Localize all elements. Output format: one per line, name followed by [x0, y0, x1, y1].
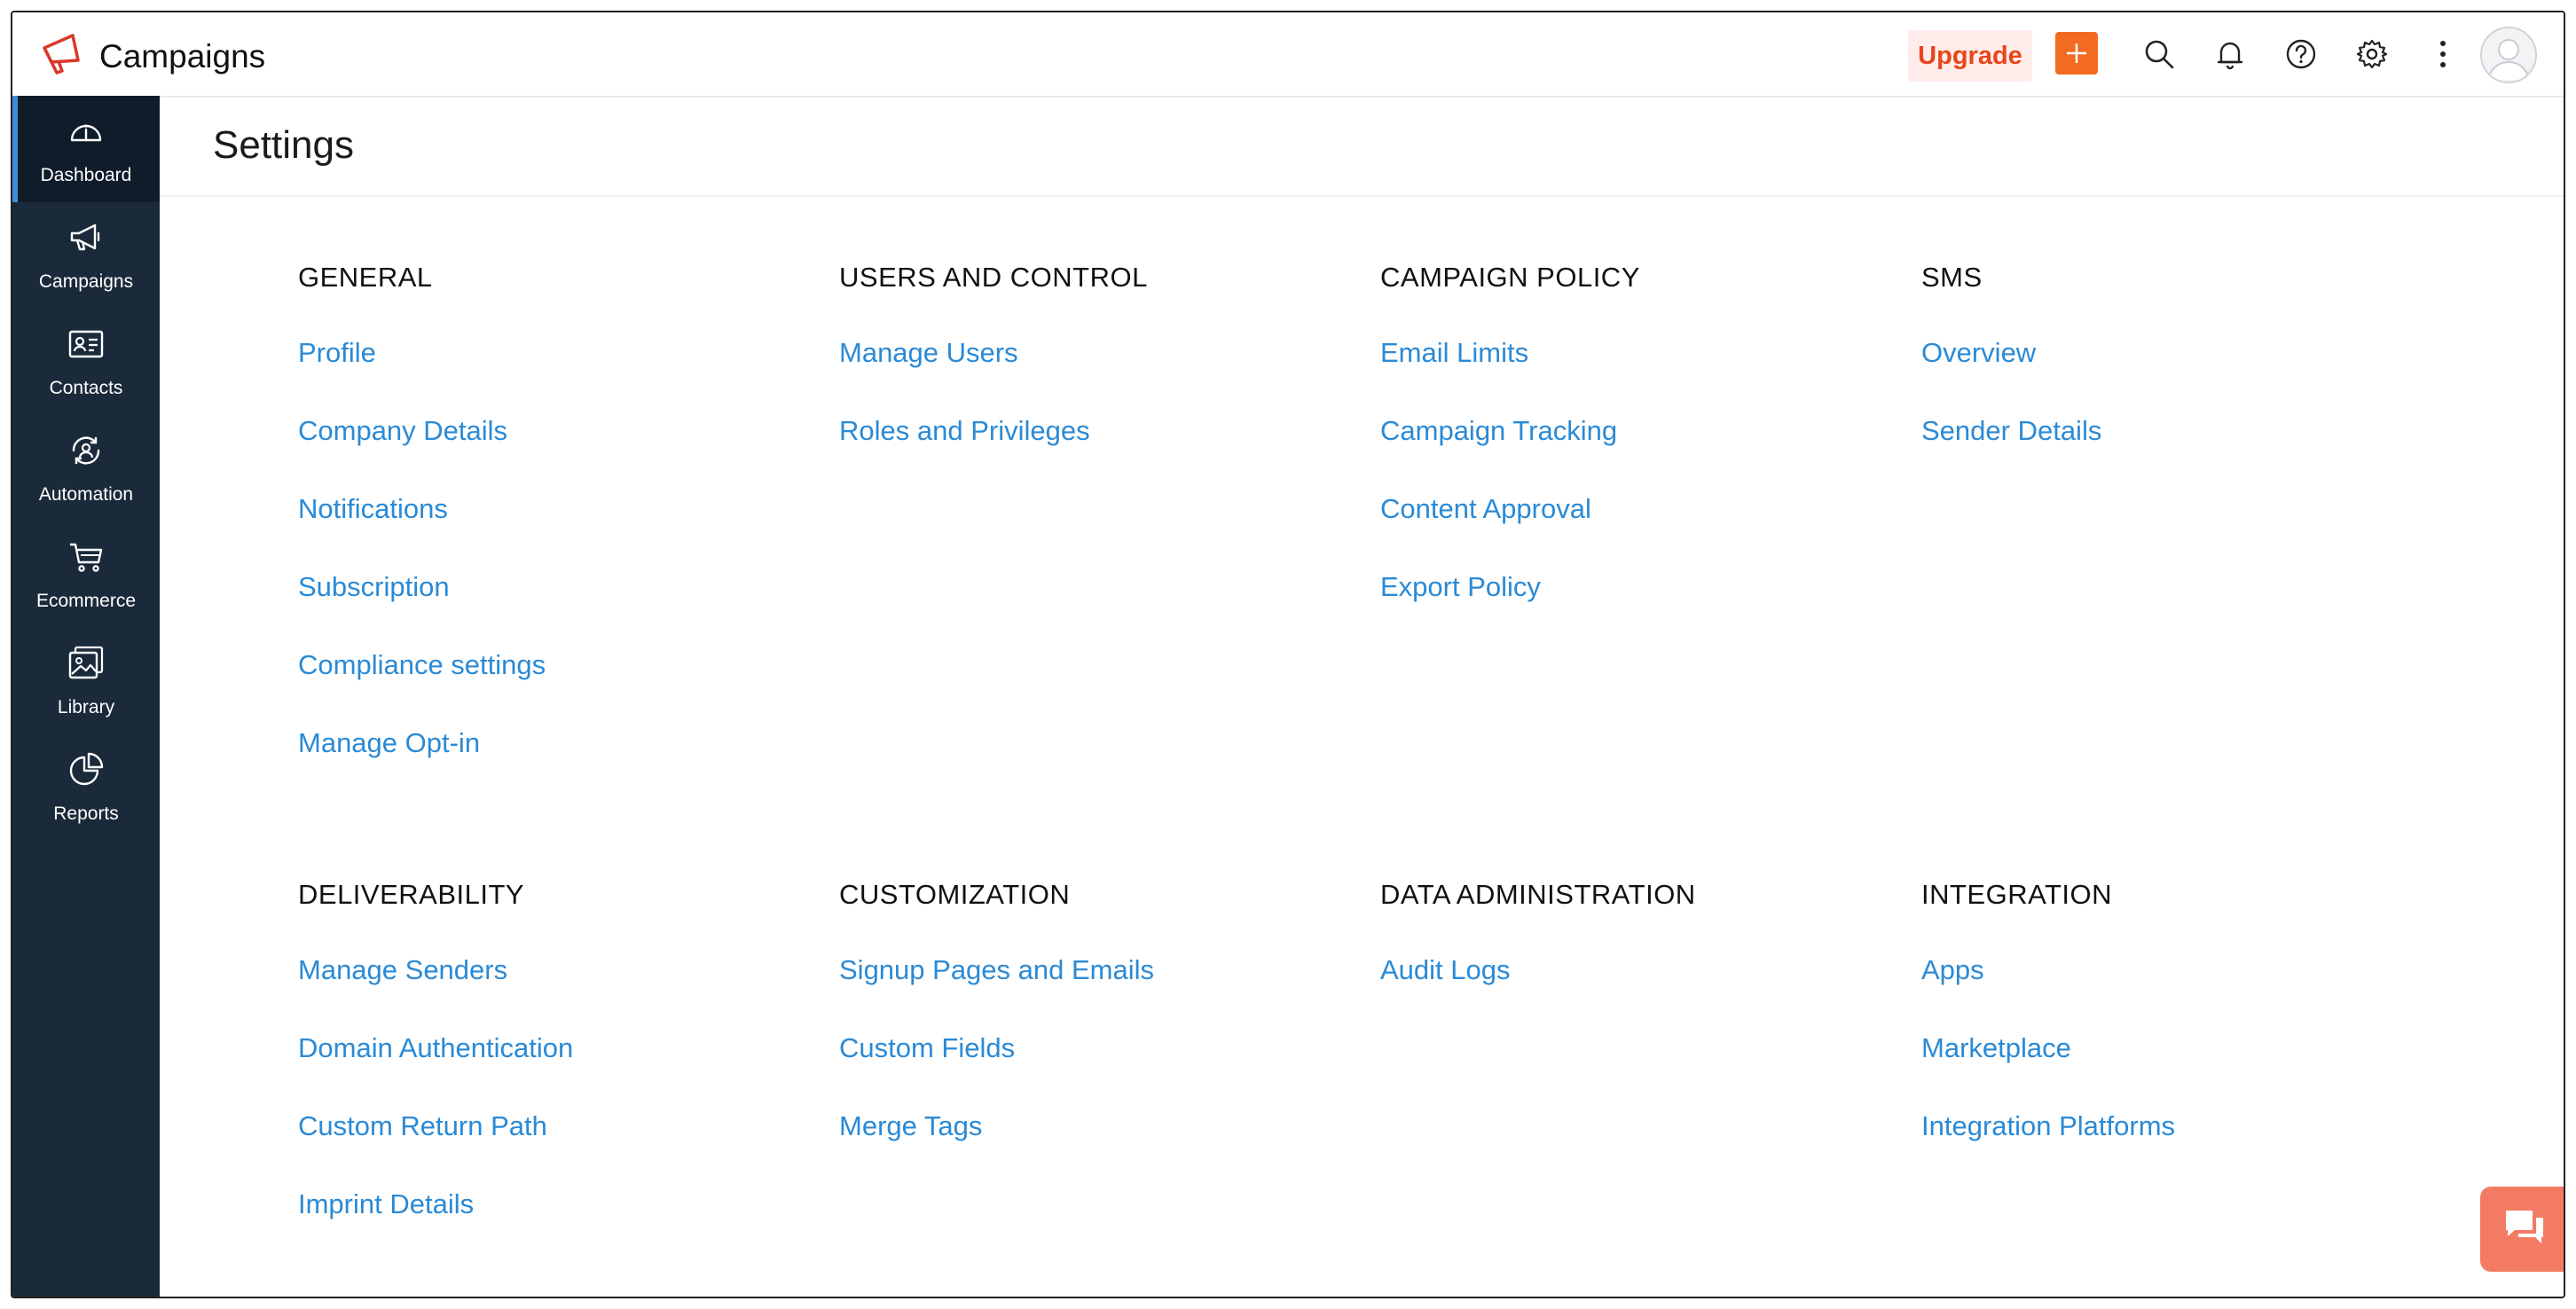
section-title: DATA ADMINISTRATION — [1380, 879, 1696, 910]
section-general — [298, 254, 830, 782]
link-email-limits[interactable]: Email Limits — [1380, 337, 1529, 368]
link-apps[interactable]: Apps — [1921, 954, 1984, 985]
sidebar-item-label: Campaigns — [38, 271, 134, 292]
link-marketplace[interactable]: Marketplace — [1921, 1032, 2071, 1063]
link-signup-pages-and-emails[interactable]: Signup Pages and Emails — [839, 954, 1155, 985]
section-title: INTEGRATION — [1921, 879, 2113, 910]
sidebar-item-library[interactable] — [12, 628, 160, 734]
sidebar-item-campaigns[interactable] — [12, 202, 160, 309]
link-notifications[interactable]: Notifications — [298, 493, 448, 524]
page-header — [160, 96, 2564, 197]
section-title: SMS — [1921, 262, 1983, 293]
link-sender-details[interactable]: Sender Details — [1921, 415, 2102, 446]
link-audit-logs[interactable]: Audit Logs — [1380, 954, 1511, 985]
link-manage-users[interactable]: Manage Users — [839, 337, 1018, 368]
gear-icon[interactable] — [2353, 35, 2391, 73]
contact-card-icon — [67, 325, 106, 378]
upgrade-button[interactable]: Upgrade — [1908, 30, 2032, 82]
campaigns-logo-icon — [37, 30, 85, 82]
pie-chart-icon — [67, 750, 106, 803]
sidebar-item-label: Contacts — [49, 378, 123, 398]
link-manage-opt-in[interactable]: Manage Opt-in — [298, 727, 481, 758]
sidebar-item-reports[interactable] — [12, 734, 160, 841]
link-custom-return-path[interactable]: Custom Return Path — [298, 1110, 547, 1141]
sidebar-item-label: Dashboard — [40, 165, 132, 185]
link-export-policy[interactable]: Export Policy — [1380, 571, 1541, 602]
link-company-details[interactable]: Company Details — [298, 415, 508, 446]
link-subscription[interactable]: Subscription — [298, 571, 450, 602]
sidebar — [12, 96, 160, 1297]
sidebar-item-contacts[interactable] — [12, 309, 160, 415]
chat-icon — [2502, 1207, 2547, 1252]
chat-button[interactable] — [2480, 1187, 2565, 1272]
main-content — [160, 96, 2564, 1297]
megaphone-icon — [67, 218, 106, 271]
section-deliverability — [298, 871, 830, 1243]
section-title: DELIVERABILITY — [298, 879, 525, 910]
sidebar-item-label: Reports — [53, 803, 119, 824]
link-domain-authentication[interactable]: Domain Authentication — [298, 1032, 574, 1063]
more-icon[interactable] — [2424, 35, 2462, 73]
sidebar-item-automation[interactable] — [12, 415, 160, 521]
page-title: Settings — [213, 123, 354, 167]
section-title: GENERAL — [298, 262, 433, 293]
section-customization — [839, 871, 1371, 1165]
brand[interactable] — [37, 30, 265, 82]
automation-icon — [67, 431, 106, 484]
sidebar-item-label: Ecommerce — [35, 591, 137, 611]
section-campaign-policy — [1380, 254, 1912, 626]
section-integration — [1921, 871, 2454, 1165]
link-overview[interactable]: Overview — [1921, 337, 2037, 368]
section-title: CUSTOMIZATION — [839, 879, 1071, 910]
search-icon[interactable] — [2140, 35, 2178, 73]
app-window — [11, 11, 2565, 1298]
section-title: USERS AND CONTROL — [839, 262, 1148, 293]
help-icon[interactable] — [2282, 35, 2320, 73]
link-integration-platforms[interactable]: Integration Platforms — [1921, 1110, 2176, 1141]
top-bar — [12, 12, 2564, 98]
link-imprint-details[interactable]: Imprint Details — [298, 1188, 475, 1219]
sidebar-item-label: Automation — [38, 484, 134, 505]
cart-icon — [67, 537, 106, 591]
link-custom-fields[interactable]: Custom Fields — [839, 1032, 1016, 1063]
link-compliance-settings[interactable]: Compliance settings — [298, 649, 546, 680]
link-profile[interactable]: Profile — [298, 337, 376, 368]
section-title: CAMPAIGN POLICY — [1380, 262, 1640, 293]
link-content-approval[interactable]: Content Approval — [1380, 493, 1591, 524]
sidebar-item-dashboard[interactable] — [12, 96, 160, 202]
link-campaign-tracking[interactable]: Campaign Tracking — [1380, 415, 1618, 446]
sidebar-item-label: Library — [57, 697, 115, 717]
sidebar-item-ecommerce[interactable] — [12, 521, 160, 628]
section-users-and-control — [839, 254, 1371, 470]
link-roles-and-privileges[interactable]: Roles and Privileges — [839, 415, 1090, 446]
section-sms — [1921, 254, 2454, 470]
link-merge-tags[interactable]: Merge Tags — [839, 1110, 983, 1141]
settings-grid — [160, 197, 2564, 1297]
section-data-administration — [1380, 871, 1912, 1009]
bell-icon[interactable] — [2211, 35, 2249, 73]
avatar-icon[interactable] — [2480, 27, 2537, 83]
plus-icon[interactable] — [2055, 32, 2098, 74]
app-title: Campaigns — [99, 37, 266, 74]
gauge-icon — [67, 112, 106, 165]
image-library-icon — [67, 644, 106, 697]
link-manage-senders[interactable]: Manage Senders — [298, 954, 508, 985]
